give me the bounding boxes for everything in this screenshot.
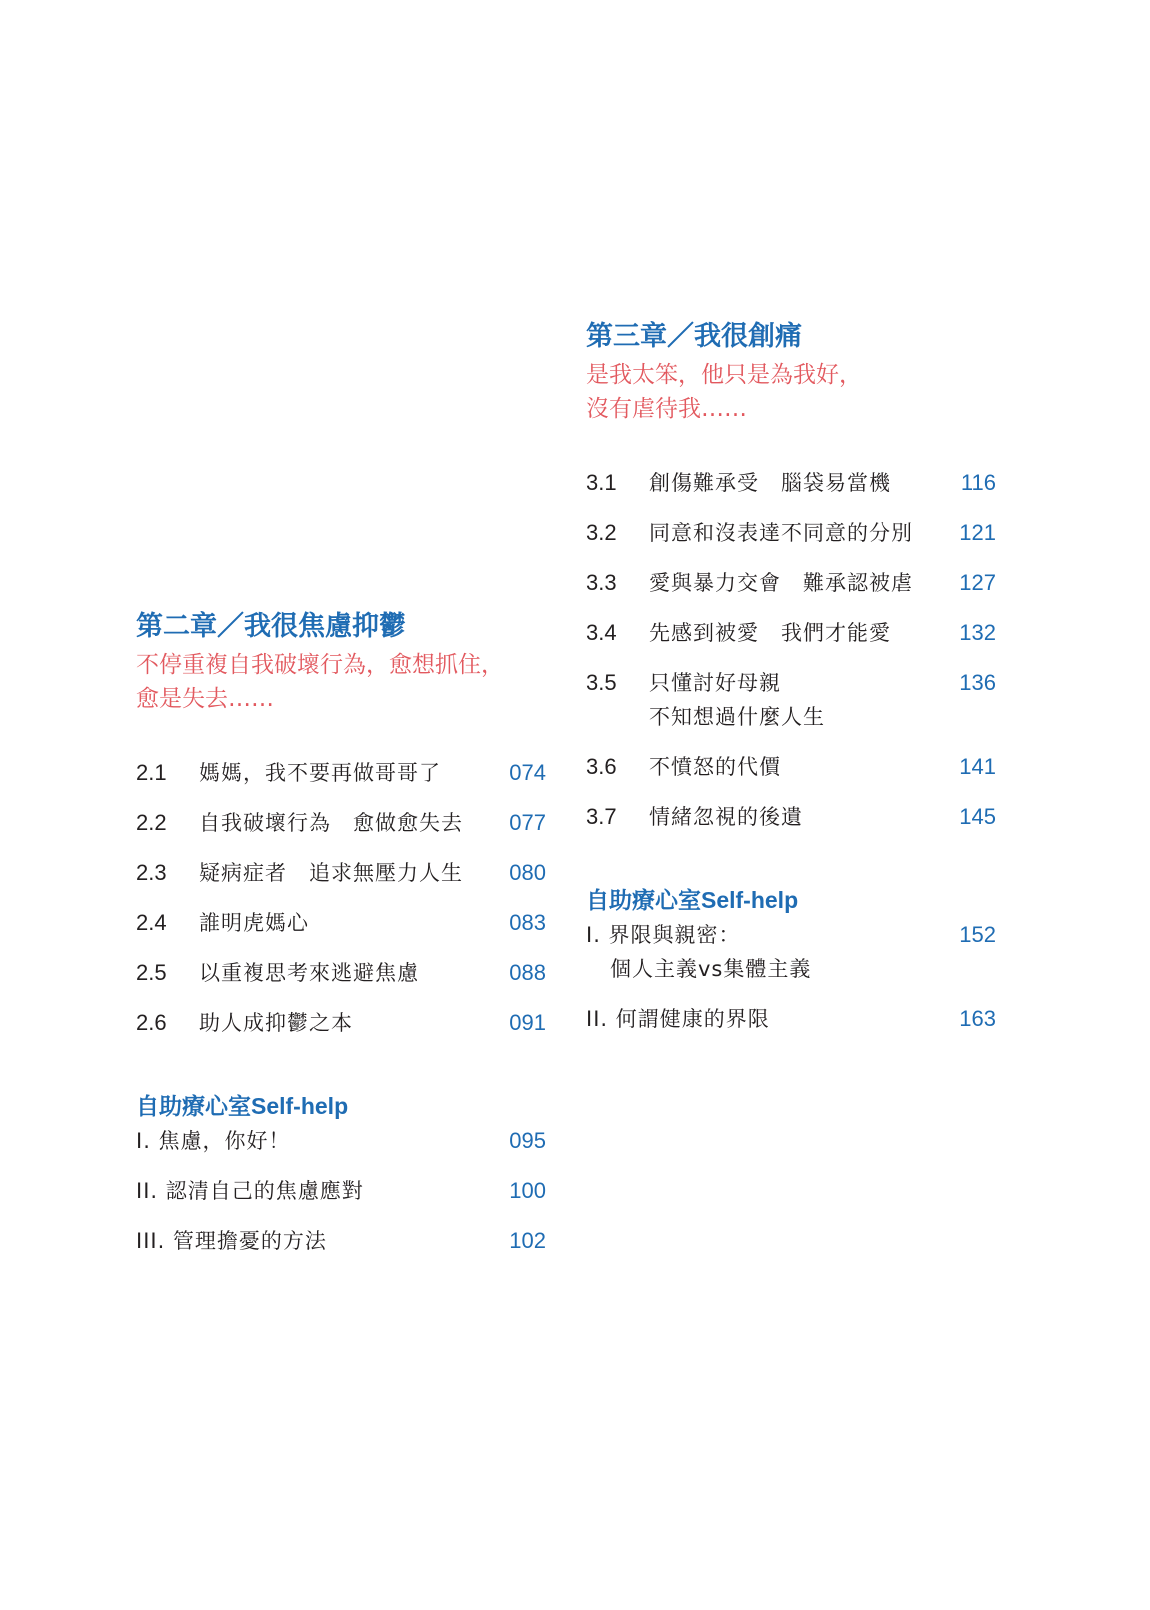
chapter-3-selfhelp [586, 884, 996, 1036]
entry-page-number: 091 [509, 1010, 546, 1035]
toc-entry-3-3[interactable] [586, 566, 996, 600]
entry-title-line1: 只懂討好母親 [649, 671, 781, 695]
chapter-3-entries [586, 466, 996, 834]
entry-title: 媽媽，我不要再做哥哥了 [199, 761, 441, 785]
entry-number: 2.2 [136, 810, 167, 835]
entry-page-number: 083 [509, 910, 546, 935]
chapter-2-subtitle [136, 648, 546, 716]
selfhelp-item-3-1[interactable] [586, 918, 996, 986]
entry-title: 誰明虎媽心 [199, 911, 309, 935]
entry-page-number: 088 [509, 960, 546, 985]
chapter-2-entries [136, 756, 546, 1040]
selfhelp-label [586, 918, 926, 986]
selfhelp-title: 自助療心室Self-help [586, 887, 799, 913]
entry-number: 3.7 [586, 804, 617, 829]
entry-title: 情緒忽視的後遺 [649, 805, 803, 829]
selfhelp-label: II. 何謂健康的界限 [586, 1007, 770, 1031]
entry-title: 先感到被愛 我們才能愛 [649, 621, 891, 645]
chapter-3-subtitle-line2: 沒有虐待我…… [586, 396, 747, 422]
toc-entry-2-5[interactable] [136, 956, 546, 990]
toc-entry-2-6[interactable] [136, 1006, 546, 1040]
entry-number: 3.4 [586, 620, 617, 645]
entry-number: 3.5 [586, 670, 617, 695]
selfhelp-page-number: 095 [509, 1128, 546, 1153]
selfhelp-label-line2: 個人主義vs集體主義 [610, 957, 812, 981]
toc-entry-2-2[interactable] [136, 806, 546, 840]
entry-title: 疑病症者 追求無壓力人生 [199, 861, 463, 885]
entry-number: 3.6 [586, 754, 617, 779]
selfhelp-page-number: 163 [959, 1006, 996, 1031]
entry-title: 愛與暴力交會 難承認被虐 [649, 571, 913, 595]
selfhelp-item-2-2[interactable] [136, 1174, 546, 1208]
chapter-3-title: 第三章／我很創痛 [586, 321, 802, 352]
selfhelp-page-number: 100 [509, 1178, 546, 1203]
chapter-3-subtitle-line1: 是我太笨，他只是為我好， [586, 362, 862, 388]
entry-page-number: 080 [509, 860, 546, 885]
entry-page-number: 136 [959, 670, 996, 695]
selfhelp-title: 自助療心室Self-help [136, 1093, 349, 1119]
entry-title: 自我破壞行為 愈做愈失去 [199, 811, 463, 835]
selfhelp-item-2-1[interactable] [136, 1124, 546, 1158]
selfhelp-label: III. 管理擔憂的方法 [136, 1229, 327, 1253]
entry-title: 創傷難承受 腦袋易當機 [649, 471, 891, 495]
entry-number: 2.3 [136, 860, 167, 885]
selfhelp-item-2-3[interactable] [136, 1224, 546, 1258]
entry-title: 同意和沒表達不同意的分別 [649, 521, 913, 545]
chapter-2-subtitle-line1: 不停重複自我破壞行為，愈想抓住， [136, 652, 504, 678]
chapter-2-title: 第二章／我很焦慮抑鬱 [136, 611, 406, 642]
entry-page-number: 141 [959, 754, 996, 779]
entry-title-line2: 不知想過什麼人生 [649, 705, 825, 729]
chapter-2-section [136, 608, 546, 1274]
toc-entry-3-1[interactable] [586, 466, 996, 500]
toc-entry-3-2[interactable] [586, 516, 996, 550]
selfhelp-label: II. 認清自己的焦慮應對 [136, 1179, 364, 1203]
entry-page-number: 074 [509, 760, 546, 785]
chapter-2-subtitle-line2: 愈是失去…… [136, 686, 274, 712]
entry-page-number: 127 [959, 570, 996, 595]
toc-entry-2-4[interactable] [136, 906, 546, 940]
selfhelp-item-3-2[interactable] [586, 1002, 996, 1036]
entry-title [649, 666, 926, 734]
entry-page-number: 145 [959, 804, 996, 829]
selfhelp-label: I. 焦慮，你好！ [136, 1129, 291, 1153]
entry-number: 2.6 [136, 1010, 167, 1035]
entry-number: 2.1 [136, 760, 167, 785]
toc-entry-3-4[interactable] [586, 616, 996, 650]
entry-number: 3.1 [586, 470, 617, 495]
entry-number: 2.4 [136, 910, 167, 935]
entry-title: 助人成抑鬱之本 [199, 1011, 353, 1035]
chapter-3-subtitle [586, 358, 996, 426]
chapter-3-section [586, 318, 996, 1052]
entry-number: 3.2 [586, 520, 617, 545]
entry-page-number: 077 [509, 810, 546, 835]
entry-title: 以重複思考來逃避焦慮 [199, 961, 419, 985]
toc-entry-3-6[interactable] [586, 750, 996, 784]
entry-number: 3.3 [586, 570, 617, 595]
entry-page-number: 121 [959, 520, 996, 545]
toc-entry-3-7[interactable] [586, 800, 996, 834]
selfhelp-label-line1: I. 界限與親密： [586, 923, 741, 947]
toc-entry-2-1[interactable] [136, 756, 546, 790]
entry-number: 2.5 [136, 960, 167, 985]
chapter-2-selfhelp [136, 1090, 546, 1258]
toc-entry-2-3[interactable] [136, 856, 546, 890]
entry-page-number: 132 [959, 620, 996, 645]
entry-title: 不憤怒的代價 [649, 755, 781, 779]
entry-page-number: 116 [960, 470, 996, 495]
selfhelp-page-number: 152 [959, 922, 996, 947]
selfhelp-page-number: 102 [509, 1228, 546, 1253]
toc-entry-3-5[interactable] [586, 666, 996, 734]
